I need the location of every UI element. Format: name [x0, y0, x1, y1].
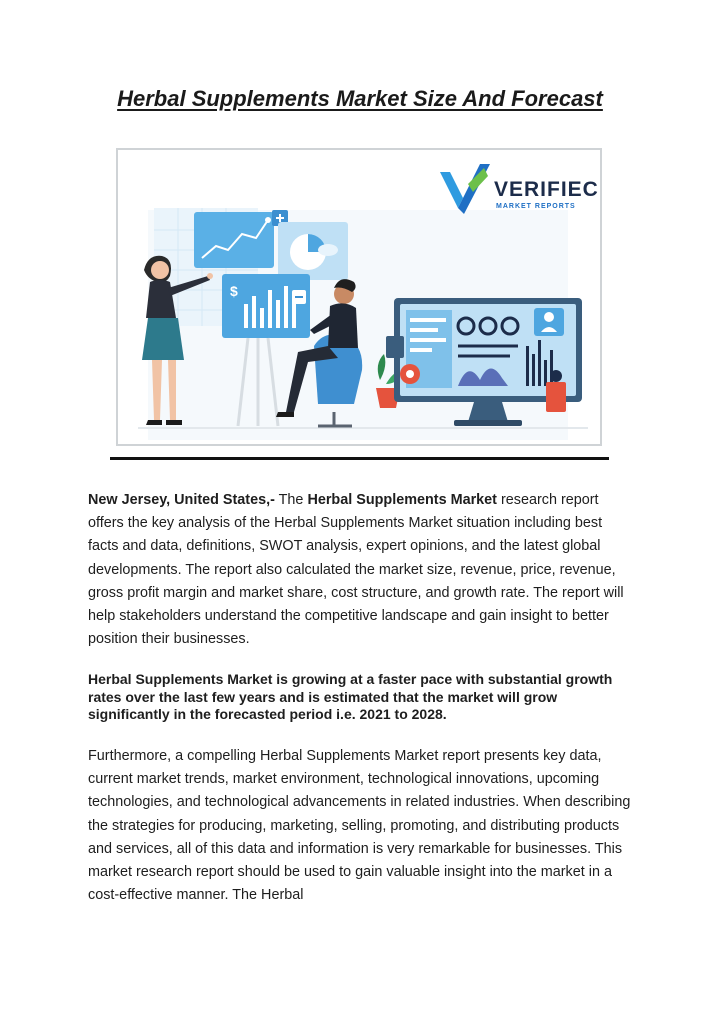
line-chart-board [194, 212, 274, 268]
body-paragraph: Furthermore, a compelling Herbal Supplements Market report presents key data, current market trends, market environment, technological innovations, upcoming technologies, and technological advancements in related industries. When describing the strategies for producing, marketing, selling, promoting, and distributing products and services, all of this data and information is very remarkable for businesses. This market research report should be used to gain valuable insight into the market in a cost-effective manner. The Herbal [88, 748, 631, 904]
tall-widget [546, 382, 566, 412]
intro-connector: The [274, 492, 308, 508]
monitor-base [454, 420, 522, 426]
market-name: Herbal Supplements Market [307, 492, 497, 508]
woman-skirt [142, 318, 184, 360]
illustration-svg [118, 150, 600, 444]
logo-v-left [440, 172, 463, 208]
intro-paragraph [88, 489, 636, 651]
pie-label [318, 244, 338, 256]
logo-subtext: MARKET REPORTS [496, 203, 576, 210]
gear-icon [400, 364, 420, 384]
woman-face [151, 261, 169, 279]
highlight-paragraph: Herbal Supplements Market is growing at a faster pace with substantial growth rates over the last few years and is estimated that the market will grow significantly in the forecasted period i.e. 2021 to 2028. [88, 671, 613, 723]
dollar-icon: $ [230, 283, 238, 299]
woman-hand [207, 273, 213, 279]
report-illustration [116, 148, 602, 446]
widget-knob [550, 370, 562, 382]
man-shoe [276, 412, 294, 417]
trend-point [265, 217, 271, 223]
location-label: New Jersey, United States,- [88, 492, 275, 508]
monitor-stand [468, 402, 508, 422]
man-shirt [328, 303, 358, 348]
user-icon-head [544, 312, 554, 322]
intro-body: research report offers the key analysis of the Herbal Supplements Market situation including best facts and data, definitions, SWOT analysis, expert opinions, and the latest global developments. The report also calculated the market size, revenue, price, revenue, gross profit margin and market share, cost structure, and growth rate. The report will help stakeholders understand the competitive landscape and gain insight to better position their businesses. [88, 492, 624, 648]
logo-text: VERIFIEC [494, 178, 599, 201]
side-widget [386, 336, 404, 358]
document-title: Herbal Supplements Market Size And Forecast [117, 86, 603, 111]
verified-logo [440, 164, 599, 214]
section-divider [110, 457, 609, 460]
